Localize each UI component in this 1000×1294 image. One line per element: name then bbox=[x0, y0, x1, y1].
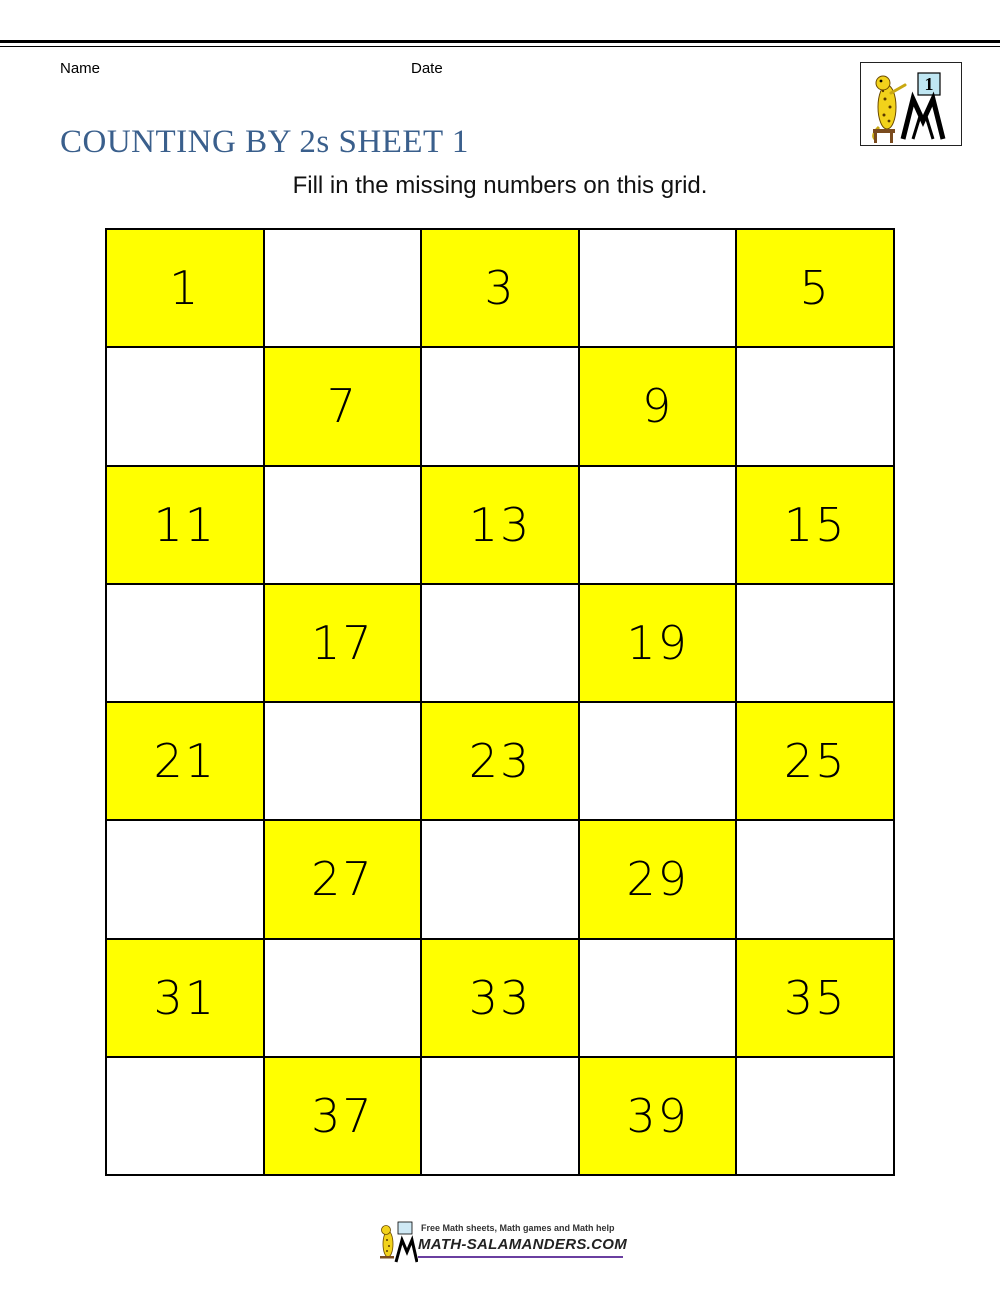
grid-cell-blank[interactable] bbox=[736, 584, 894, 702]
logo-badge-number: 1 bbox=[924, 74, 934, 94]
salamander-logo bbox=[860, 62, 962, 146]
grid-cell-blank[interactable] bbox=[736, 347, 894, 465]
grid-cell-blank[interactable] bbox=[421, 1057, 579, 1175]
grid-cell-blank[interactable] bbox=[579, 229, 737, 347]
grid-cell-number: 29 bbox=[579, 820, 737, 938]
footer-site-name: MATH-SALAMANDERS.COM bbox=[418, 1236, 628, 1253]
grid-cell-number: 23 bbox=[421, 702, 579, 820]
footer-salamander-icon bbox=[376, 1218, 418, 1264]
grid-cell-number: 1 bbox=[106, 229, 264, 347]
grid-cell-number: 33 bbox=[421, 939, 579, 1057]
grid-cell-blank[interactable] bbox=[106, 347, 264, 465]
grid-cell-blank[interactable] bbox=[264, 229, 422, 347]
grid-cell-number: 39 bbox=[579, 1057, 737, 1175]
name-label: Name bbox=[60, 60, 101, 77]
instructions: Fill in the missing numbers on this grid. bbox=[292, 172, 708, 199]
grid-cell-blank[interactable] bbox=[421, 584, 579, 702]
grid-cell-blank[interactable] bbox=[106, 820, 264, 938]
grid-cell-blank[interactable] bbox=[264, 939, 422, 1057]
grid-cell-blank[interactable] bbox=[421, 820, 579, 938]
top-rule bbox=[0, 40, 1000, 43]
grid-cell-number: 35 bbox=[736, 939, 894, 1057]
grid-cell-blank[interactable] bbox=[579, 466, 737, 584]
grid-cell-blank[interactable] bbox=[421, 347, 579, 465]
grid-cell-blank[interactable] bbox=[736, 1057, 894, 1175]
grid-cell-number: 13 bbox=[421, 466, 579, 584]
grid-cell-blank[interactable] bbox=[579, 939, 737, 1057]
date-label: Date bbox=[411, 60, 443, 77]
grid-cell-number: 3 bbox=[421, 229, 579, 347]
footer bbox=[376, 1218, 626, 1264]
grid-cell-number: 21 bbox=[106, 702, 264, 820]
grid-cell-number: 37 bbox=[264, 1057, 422, 1175]
grid-cell-number: 27 bbox=[264, 820, 422, 938]
grid-cell-blank[interactable] bbox=[579, 702, 737, 820]
grid-cell-number: 11 bbox=[106, 466, 264, 584]
grid-cell-blank[interactable] bbox=[106, 584, 264, 702]
grid-cell-blank[interactable] bbox=[264, 702, 422, 820]
page-title: COUNTING BY 2s SHEET 1 bbox=[60, 124, 469, 160]
grid-cell-number: 17 bbox=[264, 584, 422, 702]
footer-tagline: Free Math sheets, Math games and Math help bbox=[421, 1223, 615, 1233]
grid-cell-number: 9 bbox=[579, 347, 737, 465]
top-rule-thin bbox=[0, 46, 1000, 47]
grid-cell-blank[interactable] bbox=[736, 820, 894, 938]
number-grid bbox=[105, 228, 895, 1176]
grid-cell-blank[interactable] bbox=[106, 1057, 264, 1175]
grid-cell-blank[interactable] bbox=[264, 466, 422, 584]
salamander-logo-icon bbox=[861, 63, 961, 145]
grid-cell-number: 15 bbox=[736, 466, 894, 584]
grid-cell-number: 5 bbox=[736, 229, 894, 347]
grid-cell-number: 31 bbox=[106, 939, 264, 1057]
grid-cell-number: 25 bbox=[736, 702, 894, 820]
grid-cell-number: 19 bbox=[579, 584, 737, 702]
grid-cell-number: 7 bbox=[264, 347, 422, 465]
footer-underline bbox=[418, 1256, 623, 1258]
